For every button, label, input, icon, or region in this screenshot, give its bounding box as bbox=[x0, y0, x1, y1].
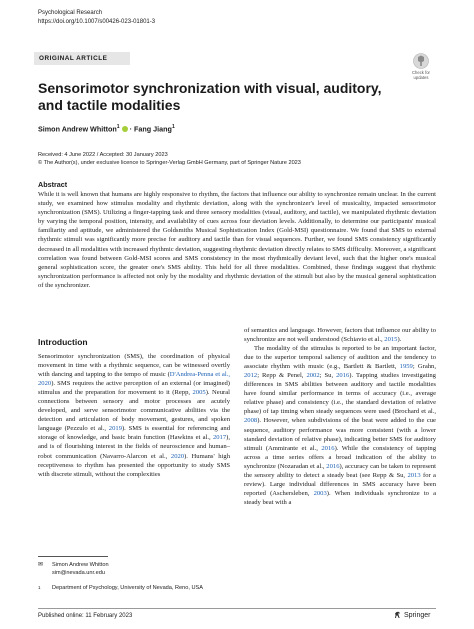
body-text: ). bbox=[397, 336, 402, 344]
orcid-icon[interactable] bbox=[122, 126, 128, 132]
body-text: for a review). Large individual differences in SMS accuracy have been reported (Aschersleben, bbox=[244, 471, 436, 497]
intro-right-column bbox=[244, 326, 436, 507]
author-1-affiliation: 1 bbox=[116, 124, 120, 130]
citation-link[interactable]: 2016 bbox=[336, 372, 350, 380]
footer-divider bbox=[38, 608, 436, 609]
body-text: ). However, when subdivisions of the beat were added to the cue sequence, auditory performance was more consistent (with a lower standard deviation of relative phase), indicating better SMS for auditory stimuli (Ammirante et al., bbox=[244, 417, 436, 452]
abstract-heading: Abstract bbox=[38, 180, 68, 189]
body-text: Sensorimotor synchronization (SMS), the coordination of physical movement in time with a rhythmic sequence, can be witnessed overtly with dancing and tapping to the tempo of music ( bbox=[38, 353, 230, 379]
article-dates bbox=[38, 151, 301, 167]
citation-link[interactable]: D'Andrea-Penna et al., 2020 bbox=[38, 371, 230, 388]
body-text: The modality of the stimulus is reported to be an important factor, due to the superior temporal saliency of audition and the tendency to associate rhythm with music (e.g., Bartlett & Bartlett, bbox=[244, 345, 436, 371]
body-text: ). While the consistency of tapping across a time series offers a broad indication of the ability to synchronize (Nozaradan et al., bbox=[244, 444, 437, 470]
author-2-affiliation: 1 bbox=[171, 124, 175, 130]
published-date: Published online: 11 February 2023 bbox=[38, 613, 133, 619]
footnote-divider bbox=[38, 556, 108, 557]
publisher-name: Springer bbox=[404, 611, 431, 619]
copyright-line: © The Author(s), under exclusive licence to Springer-Verlag GmbH Germany, part of Springer Nature 2023 bbox=[38, 160, 301, 166]
citation-link[interactable]: 2016 bbox=[326, 462, 340, 470]
envelope-icon: ✉ bbox=[38, 562, 44, 568]
affiliation-text: Department of Psychology, University of Nevada, Reno, USA bbox=[52, 585, 203, 591]
crossmark-icon bbox=[413, 53, 429, 69]
body-text: ; Su, bbox=[319, 372, 337, 380]
running-header bbox=[38, 9, 155, 27]
springer-horse-icon bbox=[394, 611, 401, 619]
article-title: Sensorimotor synchronization with visual, auditory, and tactile modalities bbox=[38, 80, 382, 113]
introduction-heading: Introduction bbox=[38, 337, 88, 347]
body-text: ; Grahn, bbox=[412, 363, 437, 371]
citation-link[interactable]: 2016 bbox=[321, 444, 335, 452]
received-accepted: Received: 4 June 2022 / Accepted: 30 January 2023 bbox=[38, 152, 168, 158]
author-1[interactable]: Simon Andrew Whitton bbox=[38, 124, 117, 134]
updates-label-2: updates bbox=[413, 75, 429, 80]
check-for-updates-badge[interactable] bbox=[406, 53, 436, 80]
affiliation-number: 1 bbox=[38, 585, 41, 590]
paragraph bbox=[244, 326, 436, 344]
citation-link[interactable]: 2013 bbox=[407, 471, 421, 479]
updates-label-1: Check for bbox=[412, 70, 430, 75]
citation-link[interactable]: 2017 bbox=[212, 434, 227, 442]
citation-link[interactable]: 2012 bbox=[244, 372, 258, 380]
article-type-bar: ORIGINAL ARTICLE bbox=[34, 52, 130, 65]
body-text: ). When individuals synchronize to a steady beat with a bbox=[244, 489, 436, 506]
citation-link[interactable]: 2003 bbox=[313, 489, 327, 497]
doi-link[interactable]: https://doi.org/10.1007/s00426-023-01801-3 bbox=[38, 19, 156, 25]
publisher-logo bbox=[394, 611, 430, 619]
citation-link[interactable]: 2019 bbox=[108, 425, 122, 433]
body-text: ). Tapping studies investigating differences in SMS abilities between auditory and tactile modalities have found similar performance in terms of accuracy (i.e., average relative phase) and consistency (i.e., the standard deviation of relative phase) of tap timing when steady sequences were used (Brochard et al., bbox=[244, 372, 436, 416]
citation-link[interactable]: 2002 bbox=[306, 372, 320, 380]
body-text: ), and is of flourishing interest in the fields of neuroscience and human–robot communication (Navarro-Alarcon et al., bbox=[38, 434, 230, 460]
citation-link[interactable]: 2008 bbox=[244, 417, 258, 425]
citation-link[interactable]: 1959 bbox=[399, 363, 413, 371]
body-text: ). Humans' high receptiveness to rhythm has presented the opportunity to study SMS with discrete stimuli, without the complexities bbox=[38, 452, 230, 478]
body-text: ). SMS requires the active perception of an external (or imagined) stimulus and the preparation for movement to it (Repp, bbox=[38, 380, 230, 397]
journal-name: Psychological Research bbox=[38, 10, 103, 16]
intro-left-column bbox=[38, 352, 230, 479]
body-text: ). Neural connections between sensory and motor processes are acutely developed, and serve sensorimotor communicative abilities via the detection and articulation of body movement, gestures, and spoken language (Pezzulo et al., bbox=[38, 389, 230, 433]
body-text: of semantics and language. However, factors that influence our ability to synchronize are not well understood (Schiavio et al., bbox=[244, 327, 436, 344]
body-text: ; Repp & Penel, bbox=[257, 372, 307, 380]
author-separator: · bbox=[129, 124, 132, 134]
author-2[interactable]: Fang Jiang bbox=[133, 124, 172, 134]
abstract-text: While it is well known that humans are highly responsive to rhythm, the factors that influence our ability to synchronize remain unclear. In the current study, we examined how stimulus modality and rhythmic deviation, along with the synchronizer's level of musicality, impacted sensorimotor synchronization (SMS). Utilizing a finger-tapping task and three sensory modalities (visual, auditory, and tactile), we manipulated rhythmic deviation by varying the temporal position, intensity, and availability of cues across four deviation levels. Additionally, to determine our participants' musical familiarity and aptitude, we administered the Goldsmiths Musical Sophistication Index (Gold-MSI) questionnaire. We found that SMS to external rhythmic stimuli was significantly more precise for auditory and tactile than for visual sequences. Further, we found SMS consistency significantly decreased in all modalities with increased rhythmic deviation, suggesting rhythmic deviation directly relates to SMS difficulty. Moreover, a significant correlation was found between Gold-MSI scores and SMS consistency in the most rhythmically deviant level, such that the higher one's musical general sophistication score, the greater one's SMS ability. This held for all three modalities. Combined, these findings suggest that rhythmic synchronization performance is affected not only by the modality and rhythmic deviation of the stimuli but also by the musical general sophistication of the synchronizer. bbox=[38, 191, 436, 289]
citation-link[interactable]: 2020 bbox=[170, 452, 185, 460]
paragraph bbox=[244, 344, 436, 507]
corresponding-author-note bbox=[38, 562, 109, 577]
citation-link[interactable]: 2005 bbox=[192, 389, 206, 397]
citation-link[interactable]: 2015 bbox=[384, 336, 398, 344]
body-text: ), accuracy can be taken to represent the sensory ability to detect a steady beat (see Repp & Su, bbox=[244, 462, 436, 479]
corresponding-author-email[interactable]: sim@nevada.unr.edu bbox=[52, 569, 105, 576]
author-line bbox=[38, 124, 175, 133]
body-text: ). SMS is essential for referencing and storage of knowledge, and basic brain function (Hawkins et al., bbox=[38, 425, 231, 442]
affiliation-note bbox=[38, 585, 218, 593]
corresponding-author-name: Simon Andrew Whitton bbox=[52, 562, 109, 568]
